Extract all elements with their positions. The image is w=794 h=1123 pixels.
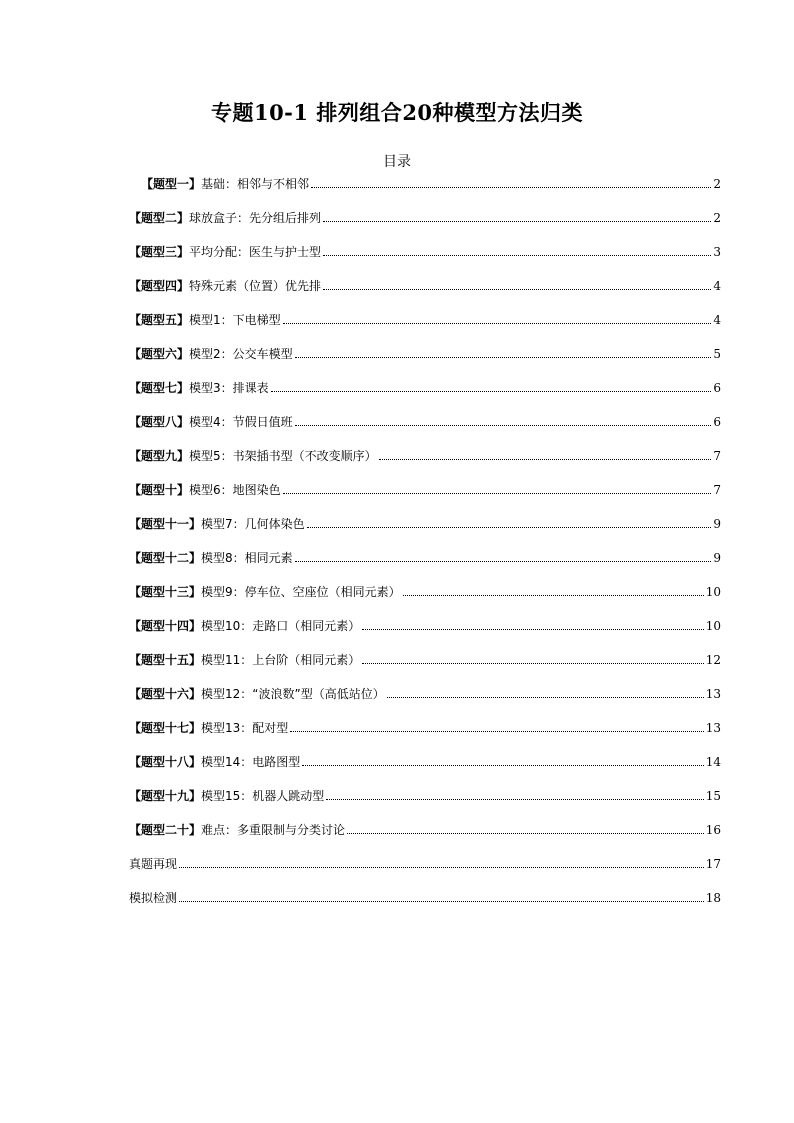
toc-dot-leader [283,323,712,324]
toc-entry-tag: 【题型二十】 [129,823,202,837]
toc-entry-text: 真题再现 [129,857,178,871]
toc-entry-tag: 【题型二】 [129,211,190,225]
toc-page-number: 9 [713,551,721,565]
toc-entry[interactable] [129,240,721,260]
toc-entry-tag: 【题型五】 [129,313,190,327]
toc-page-number: 13 [705,721,721,735]
toc-entry[interactable] [129,342,721,362]
toc-entry-text: 模型9：停车位、空座位（相同元素） [201,585,401,599]
toc-entry[interactable] [129,308,721,328]
toc-entry-text: 模型1：下电梯型 [189,313,281,327]
toc-dot-leader [323,221,711,222]
toc-dot-leader [271,391,712,392]
toc-entry-text: 基础：相邻与不相邻 [201,177,310,191]
toc-entry-tag: 【题型十二】 [129,551,202,565]
toc-page-number: 6 [713,381,721,395]
toc-entry-tag: 【题型十三】 [129,585,202,599]
toc-entry-tag: 【题型一】 [141,177,202,191]
toc-entry[interactable] [129,750,721,770]
toc-entry-tag: 【题型十四】 [129,619,202,633]
toc-entry-text: 模型4：节假日值班 [189,415,293,429]
toc-entry[interactable] [129,512,721,532]
toc-entry-text: 模型15：机器人跳动型 [201,789,325,803]
toc-dot-leader [326,799,703,800]
toc-entry[interactable] [129,580,721,600]
toc-dot-leader [307,527,712,528]
toc-entry[interactable] [129,444,721,464]
toc-entry-text: 模拟检测 [129,891,178,905]
toc-entry-tag: 【题型九】 [129,449,190,463]
toc-page-number: 12 [705,653,721,667]
toc-entry-tag: 【题型四】 [129,279,190,293]
toc-page-number: 14 [705,755,721,769]
toc-page-number: 15 [705,789,721,803]
toc-entry-text: 模型10：走路口（相同元素） [201,619,361,633]
toc-page-number: 7 [713,449,721,463]
toc-entry[interactable] [129,274,721,294]
toc-page-number: 2 [713,177,721,191]
toc-dot-leader [323,289,711,290]
toc-entry[interactable] [129,784,721,804]
toc-dot-leader [302,765,703,766]
toc-entry[interactable] [129,716,721,736]
toc-entry[interactable] [129,478,721,498]
toc-entry-text: 模型5：书架插书型（不改变顺序） [189,449,377,463]
toc-entry-text: 平均分配：医生与护士型 [189,245,322,259]
toc-dot-leader [311,187,711,188]
toc-entry-text: 模型14：电路图型 [201,755,301,769]
toc-page-number: 9 [713,517,721,531]
toc-entry-tag: 【题型十一】 [129,517,202,531]
toc-page-number: 6 [713,415,721,429]
toc-page-number: 5 [713,347,721,361]
toc-dot-leader [379,459,712,460]
toc-page-number: 7 [713,483,721,497]
toc-page-number: 18 [705,891,721,905]
toc-entry-text: 模型3：排课表 [189,381,269,395]
toc-entry-tag: 【题型六】 [129,347,190,361]
toc-dot-leader [295,425,712,426]
toc-dot-leader [179,867,704,868]
toc-dot-leader [290,731,703,732]
toc-page-number: 10 [705,585,721,599]
toc-dot-leader [283,493,712,494]
toc-dot-leader [362,663,703,664]
toc-page-number: 13 [705,687,721,701]
toc-entry[interactable] [129,852,721,872]
toc-entry[interactable] [129,886,721,906]
toc-entry[interactable] [129,410,721,430]
toc-entry-text: 模型13：配对型 [201,721,289,735]
toc-entry-text: 模型11：上台阶（相同元素） [201,653,361,667]
toc-entry-tag: 【题型十】 [129,483,190,497]
page-title: 专题10-1 排列组合20种模型方法归类 [210,100,584,125]
toc-entry-text: 模型7：几何体染色 [201,517,305,531]
toc-page-number: 10 [705,619,721,633]
toc-page-number: 3 [713,245,721,259]
toc-entry-tag: 【题型三】 [129,245,190,259]
toc-entry-tag: 【题型十五】 [129,653,202,667]
toc-heading: 目录 [383,154,411,170]
toc-entry-tag: 【题型十七】 [129,721,202,735]
toc-entry-tag: 【题型十九】 [129,789,202,803]
toc-dot-leader [179,901,704,902]
toc-dot-leader [295,561,712,562]
toc-page-number: 4 [713,279,721,293]
toc-entry-text: 特殊元素（位置）优先排 [189,279,322,293]
toc-entry[interactable] [129,376,721,396]
toc-entry[interactable] [129,648,721,668]
toc-entry[interactable] [129,682,721,702]
toc-entry-tag: 【题型十六】 [129,687,202,701]
toc-dot-leader [362,629,703,630]
toc-page-number: 2 [713,211,721,225]
toc-entry-text: 难点：多重限制与分类讨论 [201,823,346,837]
toc-dot-leader [387,697,704,698]
toc-entry-tag: 【题型十八】 [129,755,202,769]
toc-entry[interactable] [129,818,721,838]
toc-entry[interactable] [129,546,721,566]
toc-dot-leader [347,833,704,834]
toc-entry-text: 模型6：地图染色 [189,483,281,497]
toc-entry[interactable] [129,614,721,634]
toc-entry[interactable] [129,206,721,226]
toc-dot-leader [295,357,712,358]
toc-entry-text: 模型12：“波浪数”型（高低站位） [201,687,385,701]
toc-entry-text: 球放盒子：先分组后排列 [189,211,322,225]
toc-dot-leader [323,255,711,256]
toc-entry-tag: 【题型八】 [129,415,190,429]
toc-entry-text: 模型2：公交车模型 [189,347,293,361]
toc-entry-tag: 【题型七】 [129,381,190,395]
toc-page-number: 17 [705,857,721,871]
toc-dot-leader [403,595,704,596]
toc-entry-text: 模型8：相同元素 [201,551,293,565]
toc-entry[interactable] [141,172,721,192]
toc-page-number: 4 [713,313,721,327]
toc-page-number: 16 [705,823,721,837]
